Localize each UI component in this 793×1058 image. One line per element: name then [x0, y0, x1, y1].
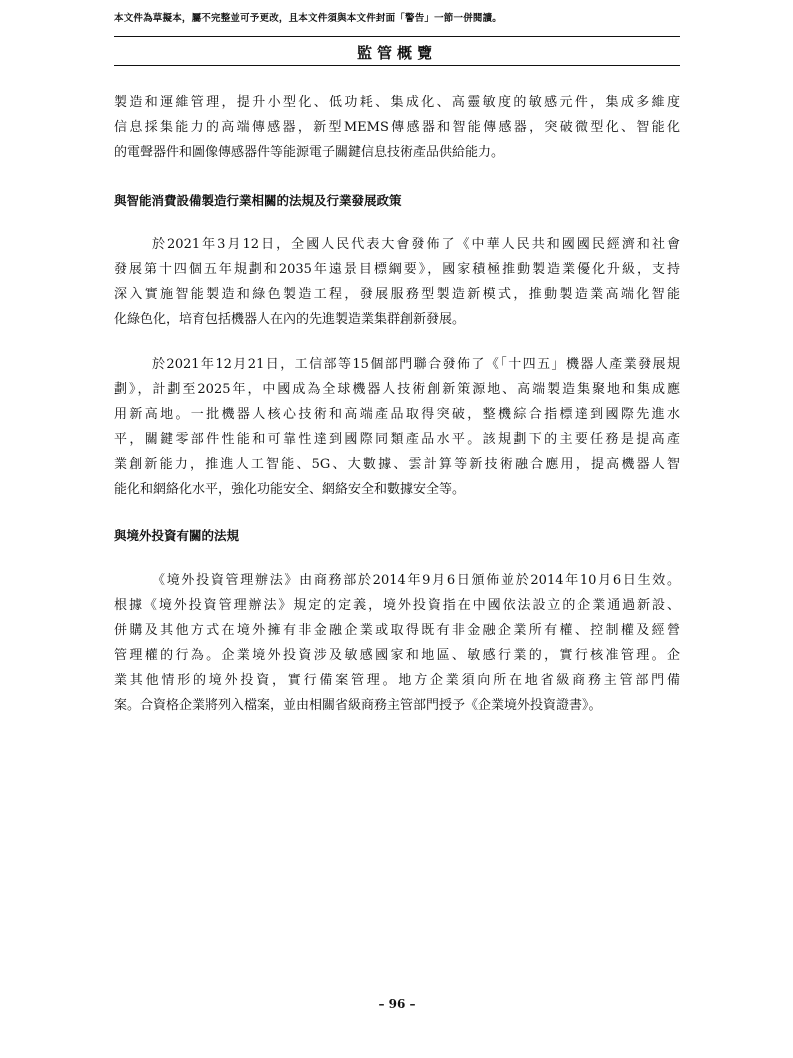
paragraph-sensors-continued	[114, 90, 680, 165]
paragraph-line: 於2021年3月12日，全國人民代表大會發佈了《中華人民共和國國民經濟和社會	[152, 237, 680, 252]
paragraph-line: 於2021年12月21日，工信部等15個部門聯合發佈了《「十四五」機器人產業發展規	[152, 357, 680, 372]
document-page	[114, 0, 680, 1058]
paragraph-line: 能化和網絡化水平，強化功能安全、網絡安全和數據安全等。	[114, 482, 466, 497]
paragraph-line: 併購及其他方式在境外擁有非金融企業或取得既有非金融企業所有權、控制權及經營	[114, 623, 680, 638]
paragraph-line: 劃》，計劃至2025年，中國成為全球機器人技術創新策源地、高端製造集聚地和集成應	[114, 382, 680, 397]
header-rule-bottom	[114, 65, 680, 66]
paragraph-line: 管理權的行為。企業境外投資涉及敏感國家和地區、敏感行業的，實行核准管理。企	[114, 648, 680, 663]
paragraph-robot-industry-plan	[114, 352, 680, 502]
page-number: – 96 –	[378, 997, 416, 1011]
paragraph-line: 用新高地。一批機器人核心技術和高端產品取得突破，整機綜合指標達到國際先進水	[114, 407, 680, 422]
paragraph-line: 案。合資格企業將列入檔案，並由相關省級商務主管部門授予《企業境外投資證書》。	[114, 698, 602, 713]
paragraph-line: 的電聲器件和圖像傳感器件等能源電子關鍵信息技術產品供給能力。	[114, 145, 505, 160]
paragraph-line: 深入實施智能製造和綠色製造工程，發展服務型製造新模式，推動製造業高端化智能	[114, 287, 680, 302]
section-heading-smart-devices: 與智能消費設備製造行業相關的法規及行業發展政策	[114, 193, 402, 208]
paragraph-line: 信息採集能力的高端傳感器，新型MEMS傳感器和智能傳感器，突破微型化、智能化	[114, 120, 680, 135]
header-rule-top	[114, 36, 680, 37]
draft-notice: 本文件為草擬本，屬不完整並可予更改，且本文件須與本文件封面「警告」一節一併閱讀。	[114, 13, 503, 24]
paragraph-line: 業其他情形的境外投資，實行備案管理。地方企業須向所在地省級商務主管部門備	[114, 673, 680, 688]
paragraph-overseas-investment-measures	[114, 568, 680, 718]
paragraph-line: 《境外投資管理辦法》由商務部於2014年9月6日頒佈並於2014年10月6日生效。	[152, 573, 680, 588]
paragraph-line: 業創新能力，推進人工智能、5G、大數據、雲計算等新技術融合應用，提高機器人智	[114, 457, 680, 472]
paragraph-five-year-plan	[114, 232, 680, 332]
paragraph-line: 發展第十四個五年規劃和2035年遠景目標綱要》，國家積極推動製造業優化升級，支持	[114, 262, 680, 277]
paragraph-line: 化綠色化，培育包括機器人在內的先進製造業集群創新發展。	[114, 312, 466, 327]
paragraph-line: 根據《境外投資管理辦法》規定的定義，境外投資指在中國依法設立的企業通過新設、	[114, 598, 680, 613]
paragraph-line: 平，關鍵零部件性能和可靠性達到國際同類產品水平。該規劃下的主要任務是提高產	[114, 432, 680, 447]
paragraph-line: 製造和運維管理，提升小型化、低功耗、集成化、高靈敏度的敏感元件，集成多維度	[114, 95, 680, 110]
running-title: 監管概覽	[356, 44, 437, 62]
section-heading-overseas-investment: 與境外投資有關的法規	[114, 528, 240, 543]
